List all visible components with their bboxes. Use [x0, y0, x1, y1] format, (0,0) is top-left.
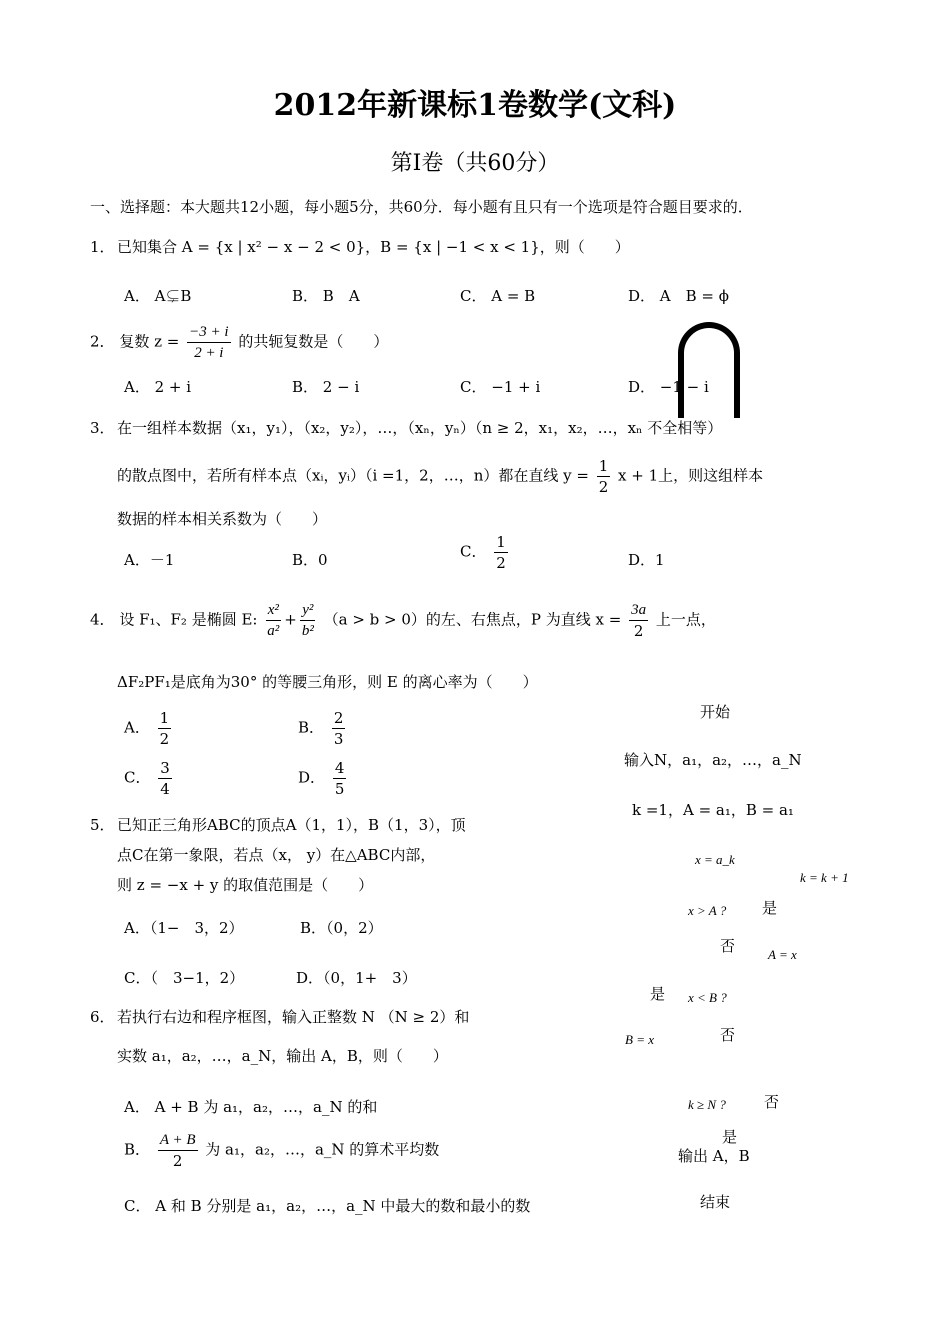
q4-ellipse-y [300, 600, 316, 641]
q3-optc-num: 1 [496, 533, 506, 551]
q2-option-a: A． 2 + i [124, 378, 192, 396]
flow-yes1: 是 [762, 899, 778, 917]
q3-option-a: A．－1 [124, 551, 175, 569]
flow-no3: 否 [764, 1093, 780, 1111]
q4-option-c [124, 758, 175, 799]
q5-option-a: A．（1− 3，2） [124, 919, 244, 937]
q3-line1: 在一组样本数据（x₁，y₁），（x₂，y₂），…，（xₙ，yₙ）（n ≥ 2，x₁，x₂，…，xₙ 不全相等） [117, 419, 723, 437]
arch-artifact-shape [678, 322, 740, 418]
q4-opt-d-num: 4 [334, 759, 345, 777]
flow-cond2: x < B ? [688, 990, 727, 1005]
q4-x-den: a² [267, 623, 280, 639]
q4-opt-d-label: D． [298, 768, 326, 787]
q4-opt-a-num: 1 [159, 709, 170, 727]
q3-option-c [460, 532, 511, 573]
q2-fraction [187, 322, 230, 363]
q2-prefix: 复数 z = [119, 332, 180, 351]
q4-opt-b-label: B． [298, 718, 325, 737]
flow-end: 结束 [700, 1193, 731, 1211]
q4-ellipse-x [265, 600, 281, 641]
q5-line2: 点C在第一象限，若点（x， y）在△ABC内部， [117, 846, 436, 864]
q2-num: −3 + i [187, 322, 230, 343]
q4-x-num: x² [266, 600, 281, 621]
q4-line1 [90, 600, 716, 641]
flow-input: 输入N，a₁，a₂，…，a_N [624, 751, 802, 769]
q4-opt-b-den: 3 [333, 730, 344, 748]
q1-number: 1． [90, 238, 115, 256]
q4-opt-c-num: 3 [160, 759, 170, 777]
flow-start: 开始 [700, 703, 731, 721]
q3-line2-post: x + 1上，则这组样本 [618, 466, 764, 485]
q3-fraction [597, 456, 611, 497]
flow-cond1: x > A ? [688, 903, 727, 918]
q4-line1-pre: 设 F₁、F₂ 是椭圆 E: [119, 610, 258, 629]
flow-inc-k: k = k + 1 [800, 870, 849, 885]
q6-opt-b-num: A + B [158, 1130, 198, 1151]
q1-option-c: C． A = B [460, 287, 536, 305]
q4-y-num: y² [300, 600, 315, 621]
q4-option-b [298, 708, 348, 749]
q2-suffix: 的共轭复数是（ ） [238, 332, 389, 351]
q5-option-c: C．（ 3−1，2） [124, 969, 245, 987]
q4-line-fraction [629, 600, 648, 641]
flow-init: k =1，A = a₁，B = a₁ [632, 801, 794, 819]
q3-option-b: B．0 [292, 551, 328, 569]
flow-yes2: 是 [650, 985, 666, 1003]
flow-assign-a: A = x [768, 947, 797, 962]
flow-yes3: 是 [722, 1128, 738, 1146]
q4-option-d [298, 758, 349, 799]
q3-option-d: D．1 [628, 551, 665, 569]
q4-opt-a-den: 2 [159, 730, 170, 748]
q1-stem: 已知集合 A = {x | x² − x − 2 < 0}，B = {x | −1 < x < 1}，则（ ） [117, 238, 630, 256]
q5-line1: 已知正三角形ABC的顶点A（1，1），B（1，3），顶 [117, 816, 466, 834]
q6-option-a: A． A + B 为 a₁，a₂，…，a_N 的和 [124, 1098, 378, 1116]
q6-opt-b-den: 2 [172, 1152, 183, 1170]
q1-option-a: A． A⊊B [124, 287, 192, 305]
q6-opt-b-label: B． [124, 1140, 151, 1159]
q6-number: 6． [90, 1008, 115, 1026]
flow-cond3: k ≥ N ? [688, 1097, 726, 1112]
q3-line3: 数据的样本相关系数为（ ） [117, 510, 328, 528]
q5-number: 5． [90, 816, 115, 834]
q4-opt-c-frac [158, 758, 172, 799]
q4-opt-c-den: 4 [160, 780, 170, 798]
q3-line2 [117, 456, 763, 497]
q3-line2-pre: 的散点图中，若所有样本点（xᵢ，yᵢ）（i =1，2，…，n）都在直线 y = [117, 466, 589, 485]
q4-opt-c-label: C． [124, 768, 151, 787]
q4-option-a [124, 708, 174, 749]
q4-opt-a-label: A． [124, 718, 150, 737]
q4-line1-post: 上一点， [655, 610, 716, 629]
q5-option-d: D．（0，1+ 3） [296, 969, 417, 987]
q2-option-d: D． −1 − i [628, 378, 709, 396]
q3-num: 1 [598, 457, 609, 475]
q6-opt-b-post: 为 a₁，a₂，…，a_N 的算术平均数 [205, 1140, 440, 1159]
q4-line-den: 2 [633, 622, 644, 640]
q6-option-c: C． A 和 B 分别是 a₁，a₂，…，a_N 中最大的数和最小的数 [124, 1197, 531, 1215]
q4-opt-b-frac [332, 708, 346, 749]
q4-number: 4． [90, 610, 115, 629]
q5-line3: 则 z = −x + y 的取值范围是（ ） [117, 876, 374, 894]
page-subtitle: 第Ⅰ卷（共60分） [390, 151, 560, 176]
q4-y-den: b² [301, 623, 314, 639]
q5-option-b: B．（0，2） [300, 919, 383, 937]
q4-line2: ΔF₂PF₁是底角为30° 的等腰三角形，则 E 的离心率为（ ） [117, 673, 538, 691]
q1-option-b: B． B A [292, 287, 360, 305]
q6-option-b [124, 1130, 439, 1171]
flow-assign-b: B = x [625, 1032, 654, 1047]
q3-optc-den: 2 [496, 554, 506, 572]
flow-no2: 否 [720, 1026, 736, 1044]
q4-opt-d-den: 5 [334, 780, 345, 798]
q2-number: 2． [90, 332, 115, 351]
q6-opt-b-frac [158, 1130, 198, 1171]
q6-line2: 实数 a₁，a₂，…，a_N，输出 A，B，则（ ） [117, 1047, 448, 1065]
q2-line [90, 322, 388, 363]
q4-plus: + [284, 610, 297, 629]
flow-no1: 否 [720, 937, 736, 955]
q4-line-num: 3a [629, 600, 648, 621]
section-heading: 一、选择题：本大题共12小题，每小题5分，共60分．每小题有且只有一个选项是符合题目要求的． [90, 198, 753, 216]
q3-option-c-label: C． [460, 542, 487, 561]
q2-option-c: C． −1 + i [460, 378, 541, 396]
q2-option-b: B． 2 − i [292, 378, 360, 396]
q3-number: 3． [90, 419, 115, 437]
q4-opt-a-frac [158, 708, 172, 749]
q3-den: 2 [598, 478, 609, 496]
page-title: 2012年新课标1卷数学(文科) [273, 88, 677, 123]
q4-line1-mid: （a > b > 0）的左、右焦点，P 为直线 x = [323, 610, 622, 629]
q6-line1: 若执行右边和程序框图，输入正整数 N （N ≥ 2）和 [117, 1008, 470, 1026]
flow-assign-x: x = a_k [695, 852, 735, 867]
q3-option-c-fraction [494, 532, 508, 573]
q4-opt-d-frac [333, 758, 347, 799]
flow-output: 输出 A，B [678, 1147, 750, 1165]
q2-den: 2 + i [194, 345, 224, 361]
q4-opt-b-num: 2 [333, 709, 344, 727]
q1-option-d: D． A B = ϕ [628, 287, 729, 305]
